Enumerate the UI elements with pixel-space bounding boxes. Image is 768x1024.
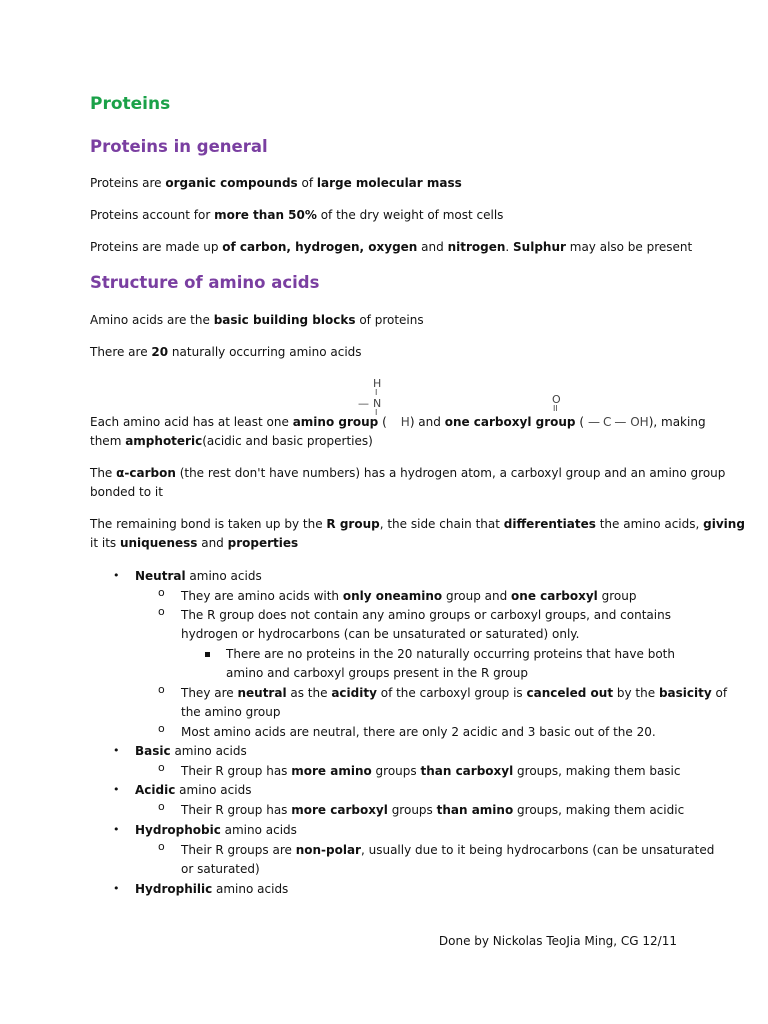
list-item-hydrophobic: Hydrophobic amino acids bbox=[135, 823, 297, 837]
paragraph-elements: Proteins are made up of carbon, hydrogen, oxygen and nitrogen. Sulphur may also be present bbox=[90, 240, 693, 254]
list-item-r-group-line2: hydrogen or hydrocarbons (can be unsaturated or saturated) only. bbox=[181, 627, 580, 641]
circle-bullet-icon: o bbox=[158, 800, 165, 813]
list-item-no-proteins-line2: amino and carboxyl groups present in the R group bbox=[226, 666, 528, 680]
paragraph-dry-weight: Proteins account for more than 50% of the dry weight of most cells bbox=[90, 208, 504, 222]
list-item-hydrophobic-definition-line1: Their R groups are non-polar, usually due to it being hydrocarbons (can be unsaturated bbox=[181, 843, 715, 857]
paragraph-twenty-amino-acids: There are 20 naturally occurring amino acids bbox=[90, 345, 362, 359]
list-item-basic: Basic amino acids bbox=[135, 744, 247, 758]
square-bullet-icon bbox=[205, 652, 210, 657]
bullet-icon: • bbox=[113, 783, 120, 796]
list-item-neutral-definition: They are amino acids with only oneamino group and one carboxyl group bbox=[181, 589, 637, 603]
list-item-r-group-line1: The R group does not contain any amino groups or carboxyl groups, and contains bbox=[181, 608, 671, 622]
paragraph-organic-compounds: Proteins are organic compounds of large molecular mass bbox=[90, 176, 462, 190]
bullet-icon: • bbox=[113, 569, 120, 582]
paragraph-r-group-line2: it its uniqueness and properties bbox=[90, 536, 299, 550]
paragraph-alpha-carbon-line1: The α-carbon (the rest don't have numbers) has a hydrogen atom, a carboxyl group and an amino group bbox=[90, 466, 726, 480]
paragraph-building-blocks: Amino acids are the basic building blocks of proteins bbox=[90, 313, 424, 327]
list-item-no-proteins-line1: There are no proteins in the 20 naturally occurring proteins that have both bbox=[226, 647, 675, 661]
paragraph-amphoteric-line1: Each amino acid has at least one amino group ( H) and one carboxyl group ( — C — OH), making bbox=[90, 415, 706, 429]
bullet-icon: • bbox=[113, 882, 120, 895]
circle-bullet-icon: o bbox=[158, 722, 165, 735]
section-heading-general: Proteins in general bbox=[90, 137, 268, 156]
circle-bullet-icon: o bbox=[158, 586, 165, 599]
list-item-basic-definition: Their R group has more amino groups than carboxyl groups, making them basic bbox=[181, 764, 681, 778]
page-title: Proteins bbox=[90, 94, 171, 114]
list-item-neutral-reason-line2: the amino group bbox=[181, 705, 281, 719]
circle-bullet-icon: o bbox=[158, 683, 165, 696]
list-item-neutral-reason-line1: They are neutral as the acidity of the carboxyl group is canceled out by the basicity of bbox=[181, 686, 728, 700]
list-item-most-neutral: Most amino acids are neutral, there are only 2 acidic and 3 basic out of the 20. bbox=[181, 725, 656, 739]
paragraph-amphoteric-line2: them amphoteric(acidic and basic properties) bbox=[90, 434, 373, 448]
bullet-icon: • bbox=[113, 823, 120, 836]
list-item-hydrophobic-definition-line2: or saturated) bbox=[181, 862, 260, 876]
list-item-hydrophilic: Hydrophilic amino acids bbox=[135, 882, 289, 896]
circle-bullet-icon: o bbox=[158, 761, 165, 774]
bullet-icon: • bbox=[113, 744, 120, 757]
footer-author: Done by Nickolas TeoJia Ming, CG 12/11 bbox=[438, 934, 677, 948]
paragraph-r-group-line1: The remaining bond is taken up by the R group, the side chain that differentiates the amino acids, giving bbox=[90, 517, 745, 531]
list-item-acidic: Acidic amino acids bbox=[135, 783, 252, 797]
section-heading-structure: Structure of amino acids bbox=[90, 273, 320, 292]
circle-bullet-icon: o bbox=[158, 605, 165, 618]
list-item-neutral: Neutral amino acids bbox=[135, 569, 262, 583]
list-item-acidic-definition: Their R group has more carboxyl groups than amino groups, making them acidic bbox=[181, 803, 685, 817]
paragraph-alpha-carbon-line2: bonded to it bbox=[90, 485, 163, 499]
circle-bullet-icon: o bbox=[158, 840, 165, 853]
